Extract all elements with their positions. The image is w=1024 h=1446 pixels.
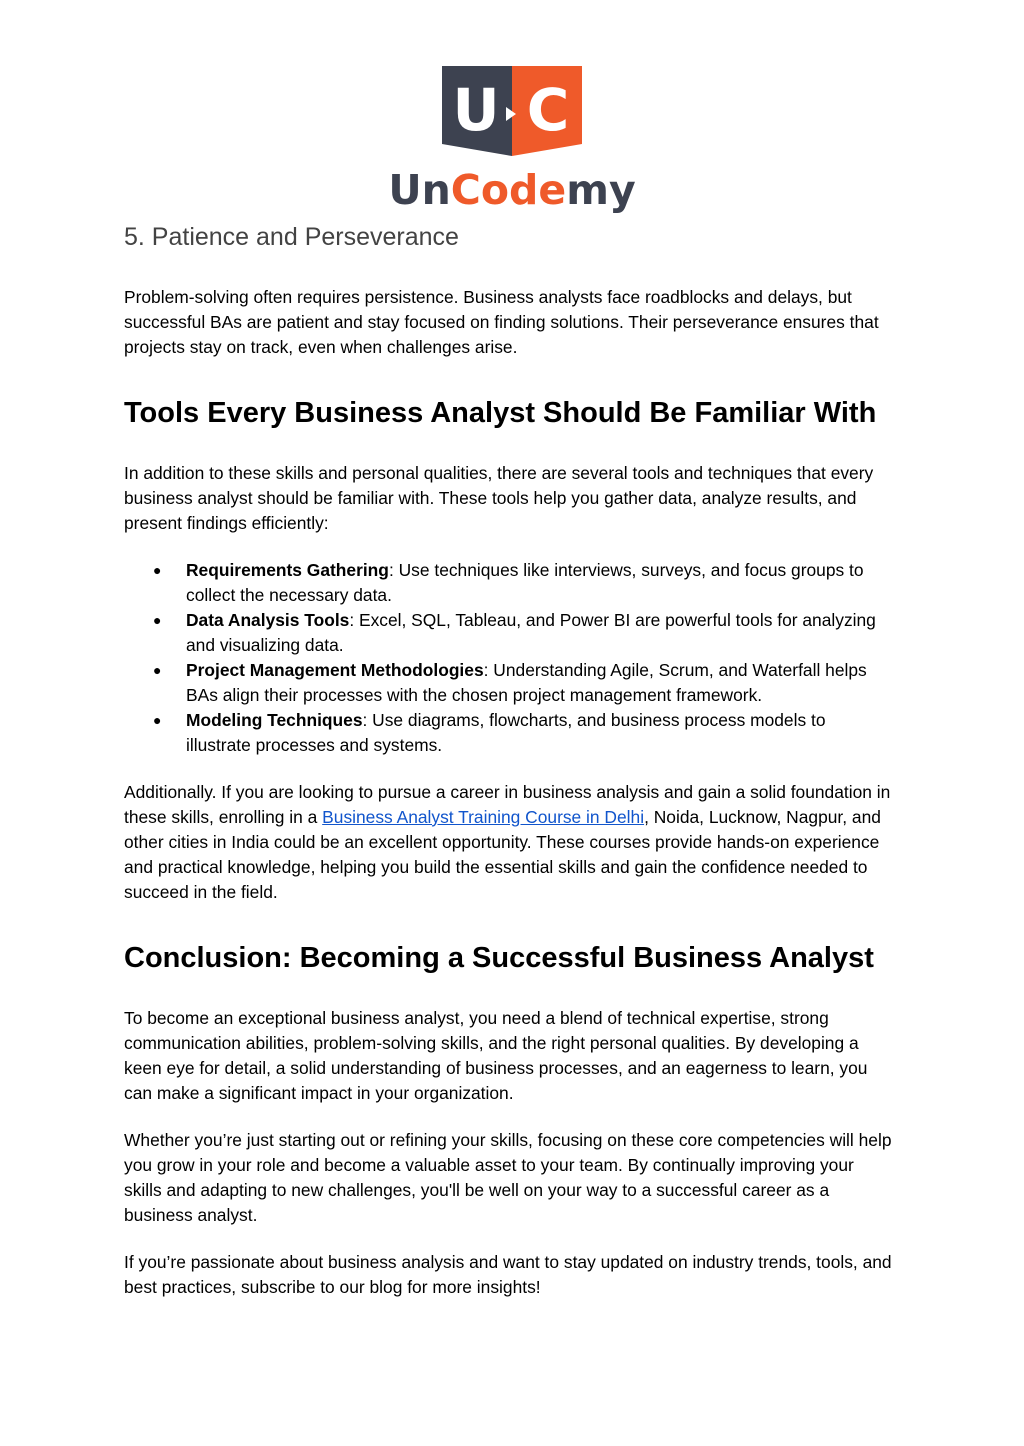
bullet-icon: ● [153, 611, 162, 628]
heading-conclusion: Conclusion: Becoming a Successful Business Analyst [124, 941, 874, 974]
paragraph-conclusion-2: Whether you’re just starting out or refining your skills, focusing on these core competencies will help you grow in your role and become a valuable asset to your team. By continually improving your skills and adapting to new challenges, you'll be well on your way to a successful career as a business analyst. [124, 1129, 892, 1225]
paragraph-conclusion-3: If you’re passionate about business analysis and want to stay updated on industry trends, tools, and best practices, subscribe to our blog for more insights! [124, 1251, 892, 1297]
paragraph-tools-intro: In addition to these skills and personal qualities, there are several tools and techniques that every business analyst should be familiar with. These tools help you gather data, analyze results, and present findings efficiently: [124, 462, 874, 533]
bullet-icon: ● [153, 661, 162, 678]
additional-text-before: Additionally. If you are looking to pursue a career in business analysis and gain a solid foundation in these skills, enrolling in a [124, 781, 891, 827]
logo-mark-right: C [526, 76, 570, 144]
list-item [124, 608, 894, 658]
document-content [124, 222, 894, 1322]
training-course-link[interactable]: Business Analyst Training Course in Delhi [322, 806, 645, 827]
paragraph-conclusion-1: To become an exceptional business analyst, you need a blend of technical expertise, strong communication abilities, problem-solving skills, and the right personal qualities. By developing a keen eye for detail, a solid understanding of business processes, and an eagerness to learn, you can make a significant impact in your organization. [124, 1007, 868, 1103]
heading-tools: Tools Every Business Analyst Should Be Familiar With [124, 397, 877, 429]
paragraph-patience: Problem-solving often requires persistence. Business analysts face roadblocks and delays, but successful BAs are patient and stay focused on finding solutions. Their perseverance ensures that projects stay on track, even when challenges arise. [124, 287, 879, 357]
list-item-text: : Use techniques like interviews, surveys, and focus groups to collect the necessary data. [186, 559, 864, 605]
list-item-text: : Understanding Agile, Scrum, and Waterfall helps BAs align their processes with the chosen project management framework. [186, 659, 867, 705]
list-item [124, 658, 894, 708]
list-item [124, 708, 894, 758]
bullet-icon: ● [153, 711, 162, 728]
list-item-term: Modeling Techniques [186, 709, 363, 730]
bullet-icon: ● [153, 561, 162, 578]
tools-list [124, 558, 894, 758]
heading-patience: 5. Patience and Perseverance [124, 223, 459, 251]
paragraph-additionally [124, 780, 894, 905]
list-item-term: Requirements Gathering [186, 559, 389, 580]
list-item-term: Project Management Methodologies [186, 659, 484, 680]
uncodemy-logo [388, 66, 636, 214]
logo-wordmark: UnCodemy [388, 166, 636, 214]
logo-mark-left: U [452, 76, 500, 144]
list-item-text: : Use diagrams, flowcharts, and business process models to illustrate processes and systems. [186, 709, 826, 755]
additional-text-after: , Noida, Lucknow, Nagpur, and other cities in India could be an excellent opportunity. These courses provide hands-on experience and practical knowledge, helping you build the essential skills and gain the confidence needed to succeed in the field. [124, 806, 881, 902]
list-item-term: Data Analysis Tools [186, 609, 350, 630]
list-item-text: : Excel, SQL, Tableau, and Power BI are powerful tools for analyzing and visualizing data. [186, 609, 876, 655]
list-item [124, 558, 894, 608]
